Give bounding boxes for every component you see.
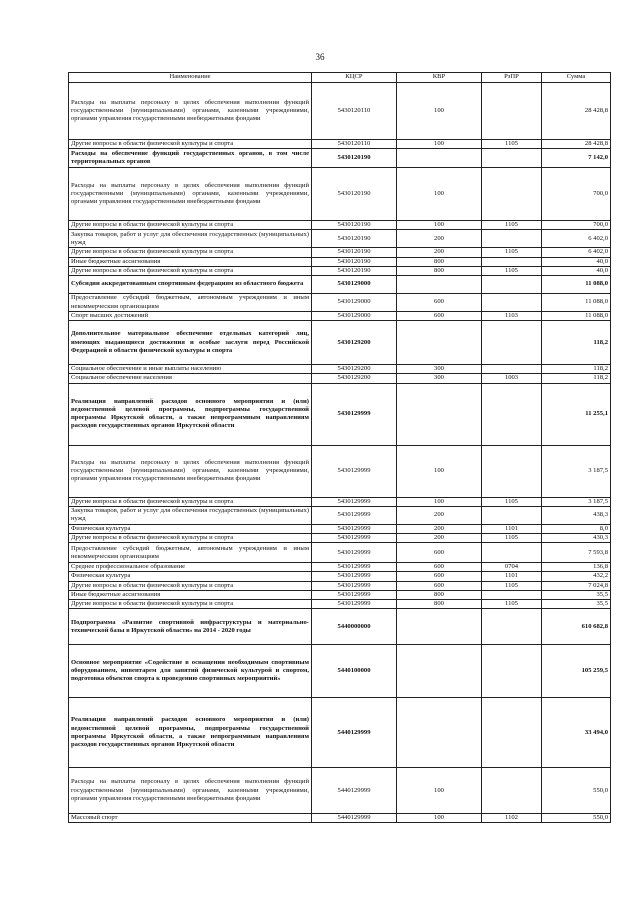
cell-rzpr: 1105 [482,600,542,609]
table-row [69,221,611,230]
cell-kcsr: 5430120110 [312,83,397,140]
cell-sum: 438,3 [542,506,611,524]
cell-kvr: 600 [397,581,482,590]
table-body [69,83,611,823]
cell-kvr: 300 [397,365,482,374]
table-row [69,266,611,275]
cell-name: Реализация направлений расходов основного мероприятия и (или) ведомственной целевой программы, подпрограммы государственной программы Иркутской области, а также непрограммным направлениям расходов государственных органов Иркутской области [69,698,312,768]
cell-name: Предоставление субсидий бюджетным, автономным учреждениям и иным некоммерческим организациям [69,543,312,563]
table-row [69,83,611,140]
cell-sum: 3 187,5 [542,497,611,506]
cell-sum: 6 402,0 [542,248,611,257]
cell-sum: 550,0 [542,768,611,814]
cell-sum: 118,2 [542,365,611,374]
cell-kvr: 200 [397,230,482,248]
table-row [69,534,611,543]
table-row [69,149,611,168]
cell-rzpr [482,768,542,814]
cell-kcsr: 5430120190 [312,248,397,257]
header-sum: Сумма [542,73,611,83]
table-row [69,814,611,823]
cell-name: Другие вопросы в области физической культуры и спорта [69,581,312,590]
cell-name: Другие вопросы в области физической культуры и спорта [69,266,312,275]
cell-kvr: 100 [397,83,482,140]
table-row [69,294,611,312]
cell-kcsr: 5430120190 [312,168,397,221]
table-row [69,321,611,365]
cell-sum: 28 428,8 [542,83,611,140]
cell-name: Иные бюджетные ассигнования [69,257,312,266]
cell-name: Дополнительное материальное обеспечение отдельных категорий лиц, имеющих выдающиеся достижения и особые заслуги перед Российской Федерацией в области физической культуры и спорта [69,321,312,365]
cell-name: Расходы на выплаты персоналу в целях обеспечения выполнения функций государственными (муниципальными) органами, казенными учреждениями, органами управления государственными внебюджетными фондами [69,168,312,221]
cell-kvr: 100 [397,168,482,221]
cell-name: Другие вопросы в области физической культуры и спорта [69,534,312,543]
header-name: Наименование [69,73,312,83]
header-kcsr: КЦСР [312,73,397,83]
cell-kvr: 100 [397,814,482,823]
cell-sum: 700,0 [542,168,611,221]
cell-sum: 40,0 [542,257,611,266]
cell-sum: 11 088,0 [542,312,611,321]
cell-name: Другие вопросы в области физической культуры и спорта [69,140,312,149]
cell-sum: 7 024,8 [542,581,611,590]
cell-kcsr: 5430120190 [312,230,397,248]
cell-kvr: 600 [397,312,482,321]
cell-kcsr: 5430120190 [312,221,397,230]
cell-kcsr: 5430129000 [312,294,397,312]
table-row [69,581,611,590]
cell-name: Другие вопросы в области физической культуры и спорта [69,600,312,609]
budget-table [68,72,611,823]
cell-sum: 33 494,0 [542,698,611,768]
cell-sum: 35,5 [542,590,611,599]
cell-sum: 432,2 [542,572,611,581]
table-row [69,768,611,814]
cell-name: Субсидии аккредитованным спортивным федерациям из областного бюджета [69,276,312,294]
table-row [69,600,611,609]
table-row [69,140,611,149]
cell-kcsr: 5430120190 [312,257,397,266]
cell-kcsr: 5430129999 [312,572,397,581]
cell-name: Иные бюджетные ассигнования [69,590,312,599]
cell-rzpr [482,383,542,445]
cell-rzpr: 1105 [482,248,542,257]
cell-kcsr: 5430120190 [312,266,397,275]
cell-kvr: 100 [397,497,482,506]
cell-name: Среднее профессиональное образование [69,563,312,572]
cell-kvr: 600 [397,572,482,581]
table-row [69,543,611,563]
cell-kvr: 800 [397,600,482,609]
cell-name: Расходы на выплаты персоналу в целях обеспечения выполнения функций государственными (муниципальными) органами, казенными учреждениями, органами управления государственными внебюджетными фондами [69,768,312,814]
table-row [69,609,611,645]
cell-kcsr: 5430120190 [312,149,397,168]
cell-kcsr: 5430129000 [312,312,397,321]
cell-rzpr [482,506,542,524]
cell-rzpr [482,445,542,497]
cell-name: Расходы на выплаты персоналу в целях обеспечения выполнения функций государственными (муниципальными) органами, казенными учреждениями, органами управления государственными внебюджетными фондами [69,445,312,497]
cell-rzpr [482,294,542,312]
cell-kcsr: 5430129200 [312,321,397,365]
cell-kcsr: 5440000000 [312,609,397,645]
cell-kcsr: 5430129999 [312,581,397,590]
table-row [69,506,611,524]
cell-name: Расходы на обеспечение функций государственных органов, в том числе территориальных органов [69,149,312,168]
cell-sum: 7 142,0 [542,149,611,168]
cell-rzpr: 1105 [482,140,542,149]
cell-name: Другие вопросы в области физической культуры и спорта [69,248,312,257]
cell-name: Социальное обеспечение и иные выплаты населению [69,365,312,374]
table-row [69,257,611,266]
table-row [69,563,611,572]
cell-kvr: 300 [397,374,482,383]
cell-kvr: 100 [397,768,482,814]
table-row [69,524,611,533]
cell-sum: 7 593,8 [542,543,611,563]
cell-kvr [397,321,482,365]
cell-sum: 118,2 [542,374,611,383]
cell-kvr: 200 [397,524,482,533]
cell-kvr [397,698,482,768]
cell-kvr [397,149,482,168]
table-row [69,590,611,599]
cell-kcsr: 5430129999 [312,590,397,599]
cell-rzpr: 1102 [482,814,542,823]
table-row [69,248,611,257]
cell-sum: 550,0 [542,814,611,823]
cell-rzpr [482,590,542,599]
cell-kcsr: 5430129999 [312,534,397,543]
cell-sum: 11 088,0 [542,294,611,312]
table-row [69,312,611,321]
cell-name: Массовый спорт [69,814,312,823]
cell-kcsr: 5440129999 [312,768,397,814]
cell-sum: 700,0 [542,221,611,230]
cell-rzpr: 1105 [482,534,542,543]
cell-rzpr: 1105 [482,581,542,590]
cell-sum: 610 682,8 [542,609,611,645]
cell-sum: 6 402,0 [542,230,611,248]
cell-sum: 136,8 [542,563,611,572]
cell-rzpr [482,365,542,374]
cell-name: Закупка товаров, работ и услуг для обеспечения государственных (муниципальных) нужд [69,230,312,248]
cell-sum: 105 259,5 [542,645,611,698]
cell-sum: 11 255,1 [542,383,611,445]
cell-kcsr: 5430129999 [312,543,397,563]
cell-kcsr: 5430129999 [312,383,397,445]
cell-kvr: 600 [397,543,482,563]
cell-name: Социальное обеспечение населения [69,374,312,383]
cell-rzpr [482,230,542,248]
table-row [69,365,611,374]
cell-sum: 40,0 [542,266,611,275]
cell-name: Расходы на выплаты персоналу в целях обеспечения выполнения функций государственными (муниципальными) органами, казенными учреждениями, органами управления государственными внебюджетными фондами [69,83,312,140]
cell-rzpr: 1101 [482,524,542,533]
cell-kcsr: 5430129999 [312,600,397,609]
cell-rzpr [482,609,542,645]
table-row [69,698,611,768]
cell-kcsr: 5440129999 [312,698,397,768]
cell-kvr: 600 [397,563,482,572]
table-row [69,276,611,294]
cell-kvr: 200 [397,534,482,543]
cell-sum: 3 187,5 [542,445,611,497]
cell-rzpr [482,149,542,168]
cell-kcsr: 5440100000 [312,645,397,698]
cell-kvr: 200 [397,506,482,524]
cell-name: Предоставление субсидий бюджетным, автономным учреждениям и иным некоммерческим организациям [69,294,312,312]
cell-name: Другие вопросы в области физической культуры и спорта [69,497,312,506]
cell-name: Подпрограмма «Развитие спортивной инфраструктуры и материально- технической базы в Иркутской области» на 2014 - 2020 годы [69,609,312,645]
cell-kcsr: 5440129999 [312,814,397,823]
cell-sum: 118,2 [542,321,611,365]
cell-rzpr [482,321,542,365]
cell-kcsr: 5430129200 [312,374,397,383]
cell-name: Спорт высших достижений [69,312,312,321]
cell-rzpr: 1105 [482,221,542,230]
cell-rzpr: 0704 [482,563,542,572]
cell-kvr [397,276,482,294]
cell-rzpr [482,645,542,698]
table-row [69,497,611,506]
cell-kcsr: 5430129999 [312,497,397,506]
cell-rzpr: 1101 [482,572,542,581]
cell-sum: 430,3 [542,534,611,543]
cell-rzpr [482,543,542,563]
cell-kcsr: 5430129999 [312,563,397,572]
table-row [69,645,611,698]
table-row [69,374,611,383]
cell-rzpr [482,276,542,294]
table-row [69,572,611,581]
cell-kvr: 100 [397,221,482,230]
cell-rzpr [482,698,542,768]
table-row [69,230,611,248]
cell-kcsr: 5430129999 [312,524,397,533]
cell-name: Физическая культура [69,572,312,581]
cell-kvr: 800 [397,590,482,599]
cell-kvr: 600 [397,294,482,312]
table-row [69,445,611,497]
cell-rzpr [482,83,542,140]
cell-name: Основное мероприятие «Содействие в оснащении необходимым спортивным оборудованием, инвентарем для занятий физической культурой и спортом, подготовка объектов спорта к проведению спортивных мероприятий» [69,645,312,698]
cell-rzpr [482,168,542,221]
table-row [69,168,611,221]
cell-rzpr: 1103 [482,312,542,321]
cell-sum: 28 428,8 [542,140,611,149]
cell-rzpr [482,257,542,266]
cell-kvr: 100 [397,445,482,497]
cell-sum: 8,0 [542,524,611,533]
cell-kvr [397,609,482,645]
cell-kvr: 800 [397,257,482,266]
cell-sum: 35,5 [542,600,611,609]
header-kvr: КВР [397,73,482,83]
header-rzpr: РзПР [482,73,542,83]
cell-sum: 11 088,0 [542,276,611,294]
cell-kvr: 100 [397,140,482,149]
cell-kcsr: 5430129999 [312,506,397,524]
page-number: 36 [315,52,325,62]
table-row [69,383,611,445]
cell-kcsr: 5430120110 [312,140,397,149]
cell-kvr: 800 [397,266,482,275]
cell-name: Физическая культура [69,524,312,533]
cell-kvr [397,383,482,445]
cell-kvr: 200 [397,248,482,257]
cell-kcsr: 5430129999 [312,445,397,497]
cell-rzpr: 1105 [482,266,542,275]
cell-rzpr: 1105 [482,497,542,506]
cell-rzpr: 1003 [482,374,542,383]
cell-name: Закупка товаров, работ и услуг для обеспечения государственных (муниципальных) нужд [69,506,312,524]
cell-kcsr: 5430129200 [312,365,397,374]
cell-kcsr: 5430129000 [312,276,397,294]
cell-kvr [397,645,482,698]
cell-name: Другие вопросы в области физической культуры и спорта [69,221,312,230]
cell-name: Реализация направлений расходов основного мероприятия и (или) ведомственной целевой программы, подпрограммы государственной программы Иркутской области, а также непрограммным направлениям расходов государственных органов Иркутской области [69,383,312,445]
table-header-row [69,73,611,83]
